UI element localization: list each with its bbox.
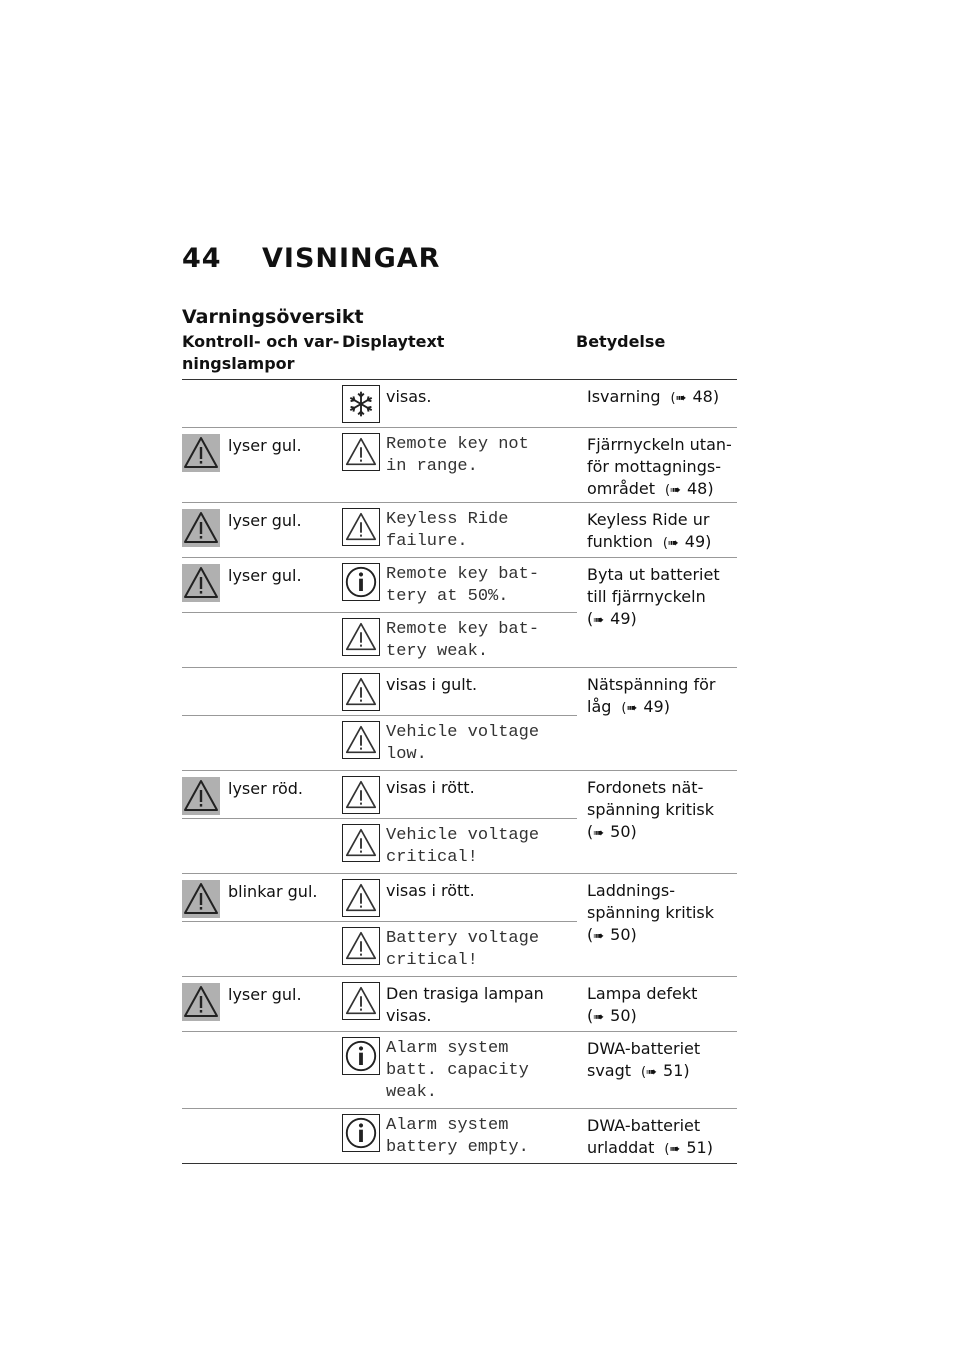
- chapter-title: VISNINGAR: [262, 243, 441, 274]
- lamp-status: lyser gul.: [228, 566, 302, 585]
- lamp-status: lyser gul.: [228, 985, 302, 1004]
- arrow-reference-icon: (➠: [664, 1142, 681, 1157]
- page-reference: 49): [610, 609, 637, 628]
- display-text: visas.: [386, 387, 432, 406]
- warning-triangle-icon: [182, 564, 220, 602]
- meaning-text: Fjärrnyckeln utan- för mottagnings- området: [587, 435, 732, 498]
- warning-triangle-icon: [182, 983, 220, 1021]
- meaning-text: Laddnings- spänning kritisk (: [587, 881, 715, 944]
- page-number: 44: [182, 243, 222, 274]
- warning-triangle-icon: [182, 509, 220, 547]
- meaning-text: DWA-batteriet svagt: [587, 1039, 701, 1080]
- page-reference: 49): [684, 532, 712, 551]
- column-header-display: Displaytext: [342, 332, 445, 351]
- info-icon: [342, 563, 380, 601]
- warning-triangle-icon: [342, 879, 380, 917]
- page-reference: 48): [687, 479, 714, 498]
- table-row: [182, 380, 737, 428]
- page-reference: 51): [686, 1138, 713, 1157]
- section-title: Varningsöversikt: [182, 306, 364, 328]
- display-text: Den trasiga lampan visas.: [386, 984, 544, 1025]
- arrow-reference-icon: ➠: [593, 1010, 605, 1025]
- arrow-reference-icon: (➠: [662, 536, 679, 551]
- display-text: Remote key not in range.: [386, 435, 529, 476]
- page-reference: 49): [643, 697, 670, 716]
- warning-triangle-icon: [342, 433, 380, 471]
- display-text: Remote key bat- tery at 50%.: [386, 565, 540, 606]
- display-text: Keyless Ride failure.: [386, 510, 509, 551]
- warning-triangle-icon: [342, 776, 380, 814]
- table-row: [182, 771, 737, 819]
- arrow-reference-icon: (➠: [621, 701, 638, 716]
- display-text: visas i gult.: [386, 675, 478, 694]
- warning-triangle-icon: [342, 618, 380, 656]
- table-row: [182, 558, 737, 613]
- warning-triangle-icon: [342, 508, 380, 546]
- display-text: visas i rött.: [386, 881, 475, 900]
- warning-triangle-icon: [342, 982, 380, 1020]
- meaning-text: Keyless Ride ur funktion: [587, 510, 710, 551]
- page-reference: 50): [610, 925, 637, 944]
- display-text: visas i rött.: [386, 778, 475, 797]
- arrow-reference-icon: (➠: [670, 391, 687, 406]
- lamp-status: lyser gul.: [228, 436, 302, 455]
- display-text: Remote key bat- tery weak.: [386, 620, 540, 661]
- arrow-reference-icon: ➠: [593, 929, 605, 944]
- display-text: Alarm system batt. capacity weak.: [386, 1039, 529, 1102]
- lamp-status: lyser röd.: [228, 779, 304, 798]
- table-row: [182, 977, 737, 1032]
- warning-triangle-icon: [182, 434, 220, 472]
- display-text: Vehicle voltage critical!: [386, 826, 540, 867]
- arrow-reference-icon: ➠: [593, 826, 605, 841]
- warning-triangle-icon: [342, 673, 380, 711]
- meaning-text: Lampa defekt (: [587, 984, 698, 1025]
- page-reference: 48): [692, 387, 720, 406]
- page-reference: 50): [610, 822, 637, 841]
- table-row: [182, 503, 737, 558]
- warning-triangle-icon: [182, 777, 220, 815]
- table-row: [182, 1032, 737, 1109]
- page-reference: 50): [610, 1006, 637, 1025]
- meaning-text: DWA-batteriet urladdat: [587, 1116, 701, 1157]
- warning-triangle-icon: [342, 721, 380, 759]
- table-row: [182, 1109, 737, 1164]
- info-icon: [342, 1037, 380, 1075]
- warning-triangle-icon: [342, 824, 380, 862]
- column-header-meaning: Betydelse: [576, 332, 666, 351]
- display-text: Battery voltage critical!: [386, 929, 540, 970]
- table-row: [182, 428, 737, 503]
- column-header-lamps: Kontroll- och var- ningslampor: [182, 332, 340, 373]
- page-header: [182, 243, 440, 274]
- info-icon: [342, 1114, 380, 1152]
- warning-triangle-icon: [342, 927, 380, 965]
- table-row: [182, 668, 737, 716]
- arrow-reference-icon: (➠: [641, 1065, 658, 1080]
- meaning-text: Fordonets nät- spänning kritisk (: [587, 778, 715, 841]
- arrow-reference-icon: ➠: [593, 613, 605, 628]
- table-row: [182, 874, 737, 922]
- meaning-text: Nätspänning för låg: [587, 675, 716, 716]
- arrow-reference-icon: (➠: [665, 483, 681, 498]
- page-reference: 51): [663, 1061, 690, 1080]
- warning-triangle-icon: [182, 880, 220, 918]
- snowflake-icon: [342, 385, 380, 423]
- display-text: Alarm system battery empty.: [386, 1116, 529, 1157]
- lamp-status: blinkar gul.: [228, 882, 318, 901]
- meaning-text: Byta ut batteriet till fjärrnyckeln (: [587, 565, 720, 628]
- lamp-status: lyser gul.: [228, 511, 302, 530]
- meaning-text: Isvarning: [587, 387, 661, 406]
- display-text: Vehicle voltage low.: [386, 723, 540, 764]
- warning-table: [182, 379, 737, 1164]
